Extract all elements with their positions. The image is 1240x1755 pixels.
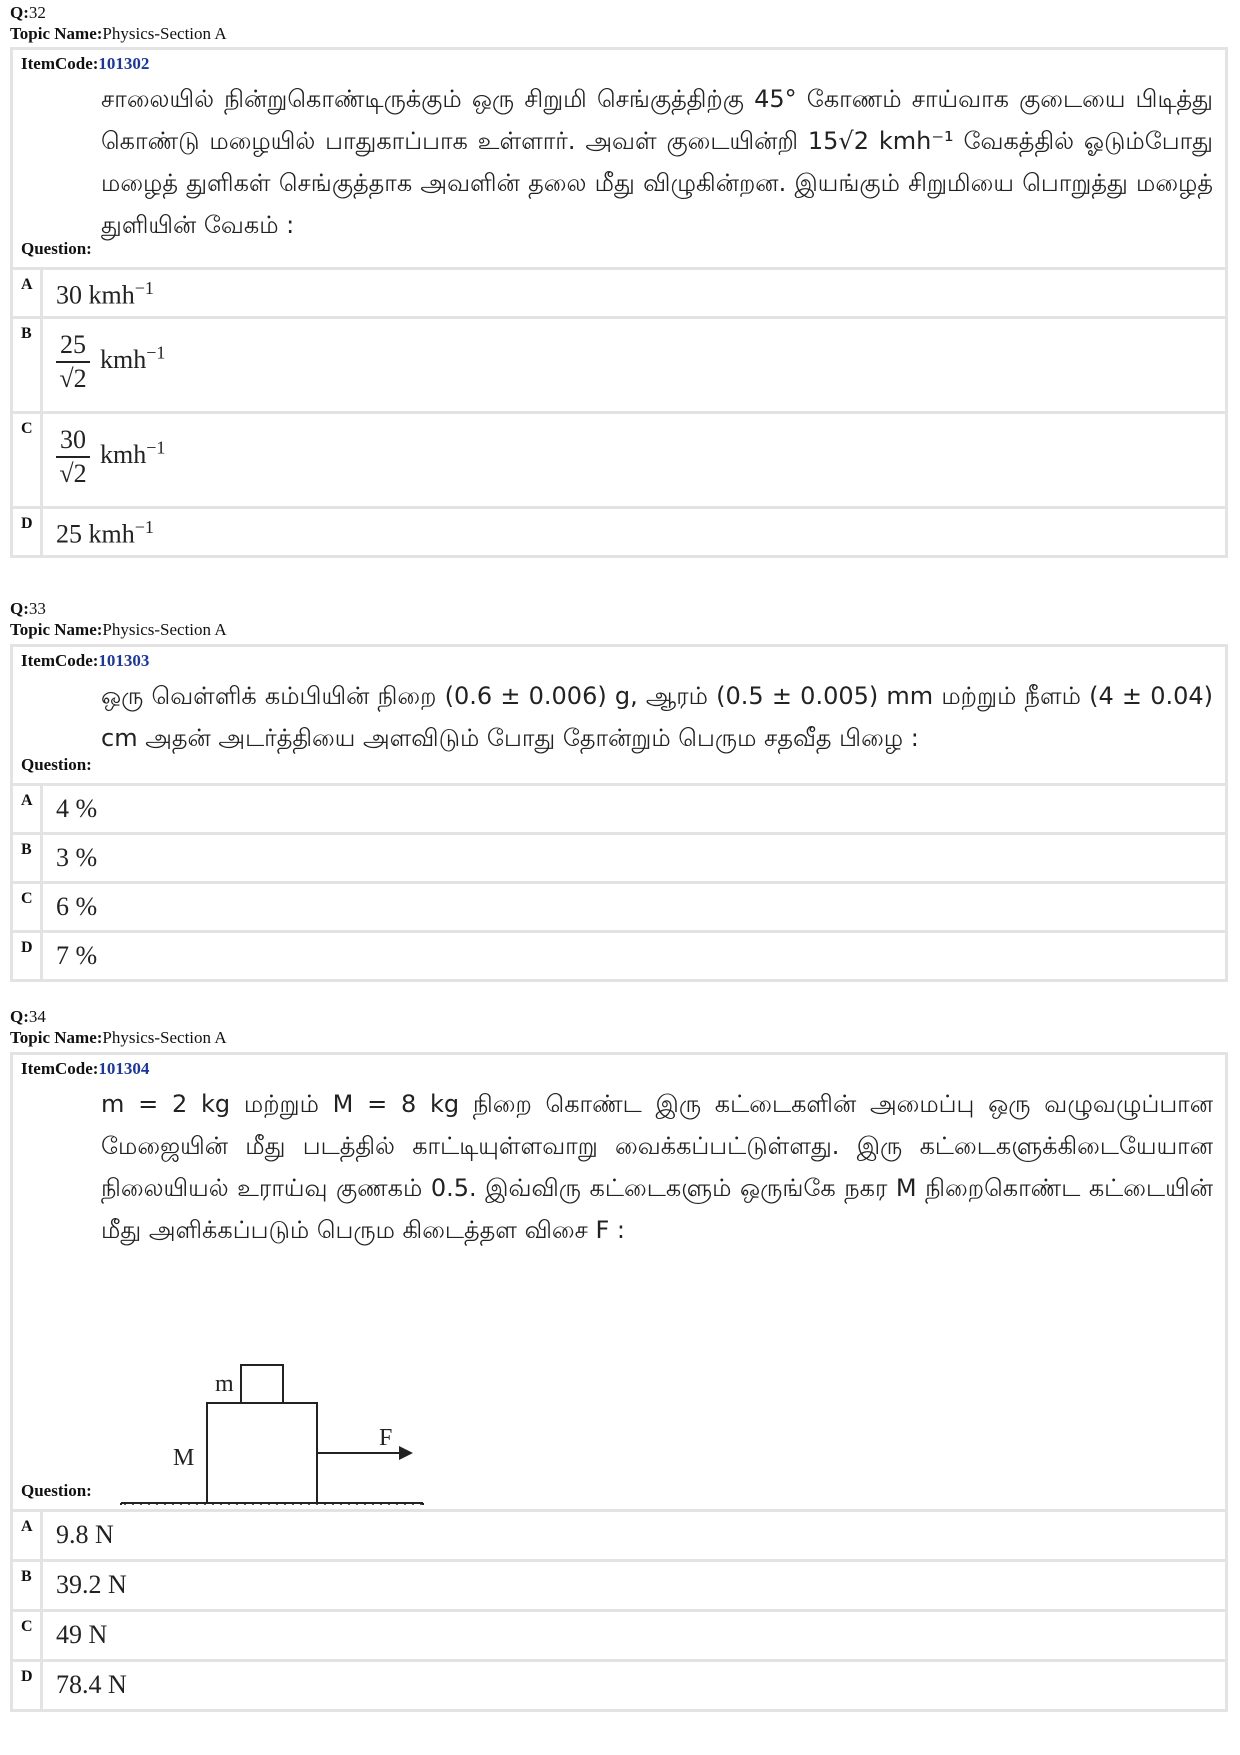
question-header-32 (10, 2, 227, 44)
option-value: 4 % (56, 794, 98, 823)
option-c[interactable] (13, 1612, 1225, 1662)
option-letter: A (13, 270, 43, 316)
option-letter: D (13, 509, 43, 555)
option-letter: C (13, 414, 43, 506)
item-code-value: 101304 (98, 1059, 150, 1078)
option-value: 9.8 N (56, 1520, 114, 1549)
question-text: m = 2 kg மற்றும் M = 8 kg நிறை கொண்ட இரு கட்டைகளின் அமைப்பு ஒரு வழுவழுப்பான மேஜையின் மீது படத்தில் காட்டியுள்ளவாறு வைக்கப்பட்டுள்ளது. இரு கட்டைகளுக்கிடையேயான நிலையியல் உராய்வு குணகம் 0.5. இவ்விரு கட்டைகளும் ஒருங்கே நகர M நிறைகொண்ட கட்டையின் மீது அளிக்கப்படும் பெரும கிடைத்தள விசை F : (101, 1090, 1213, 1244)
item-code: ItemCode:101303 (21, 651, 150, 670)
option-value: 7 % (56, 941, 98, 970)
label-M: M (173, 1445, 195, 1471)
question-row (13, 647, 1225, 786)
question-text: சாலையில் நின்றுகொண்டிருக்கும் ஒரு சிறுமி செங்குத்திற்கு 45° கோணம் சாய்வாக குடையை பிடித்து கொண்டு மழையில் பாதுகாப்பாக உள்ளார். அவள் குடையின்றி 15√2 kmh⁻¹ வேகத்தில் ஓடும்போது மழைத் துளிகள் செங்குத்தாக அவளின் தலை மீது விழுகின்றன. இயங்கும் சிறுமியை பொறுத்து மழைத் துளியின் வேகம் : (101, 85, 1213, 239)
item-code: ItemCode:101304 (21, 1059, 150, 1078)
item-code-value: 101302 (98, 54, 150, 73)
large-block (207, 1403, 317, 1503)
option-value: 6 % (56, 892, 98, 921)
option-b[interactable] (13, 835, 1225, 884)
option-value: 39.2 N (56, 1570, 127, 1599)
question-row (13, 1055, 1225, 1512)
topic-name: Physics-Section A (102, 620, 227, 639)
option-letter: C (13, 1612, 43, 1659)
question-card-33 (10, 644, 1228, 982)
small-block (241, 1365, 283, 1403)
option-b[interactable] (13, 1562, 1225, 1612)
topic-label: Topic Name: (10, 24, 103, 43)
question-number: 32 (28, 3, 46, 22)
q-label: Q: (10, 3, 29, 22)
question-text: ஒரு வெள்ளிக் கம்பியின் நிறை (0.6 ± 0.006) g, ஆரம் (0.5 ± 0.005) mm மற்றும் நீளம் (4 ± 0.04) cm அதன் அடர்த்தியை அளவிடும் போது தோன்றும் பெரும சதவீத பிழை : (101, 682, 1213, 752)
question-row (13, 50, 1225, 270)
force-arrow-head (399, 1446, 413, 1460)
option-b[interactable] (13, 319, 1225, 414)
option-c[interactable] (13, 884, 1225, 933)
question-card-32 (10, 47, 1228, 558)
question-label: Question: (21, 1481, 92, 1500)
topic-name: Physics-Section A (102, 24, 227, 43)
option-a[interactable] (13, 1512, 1225, 1562)
option-d[interactable] (13, 1662, 1225, 1709)
question-card-34 (10, 1052, 1228, 1712)
fraction: $\frac{30}{√2}$ (56, 424, 90, 490)
option-d[interactable] (13, 509, 1225, 555)
option-value: 49 N (56, 1620, 108, 1649)
option-letter: B (13, 835, 43, 881)
option-letter: D (13, 933, 43, 979)
question-label: Question: (21, 755, 92, 774)
topic-name: Physics-Section A (102, 1028, 227, 1047)
option-value: 25 kmh$^{-1}$ (56, 517, 154, 549)
option-letter: A (13, 786, 43, 832)
option-letter: D (13, 1662, 43, 1709)
option-value: $\frac{25}{√2}$ kmh$^{-1}$ (56, 329, 165, 395)
question-number: 34 (28, 1007, 46, 1026)
question-label: Question: (21, 239, 92, 258)
option-c[interactable] (13, 414, 1225, 509)
label-m: m (215, 1371, 234, 1397)
option-letter: C (13, 884, 43, 930)
question-header-33: Q:33 Topic Name:Physics-Section A (10, 599, 227, 639)
question-number: 33 (28, 599, 46, 618)
option-a[interactable] (13, 786, 1225, 835)
item-code-value: 101303 (98, 651, 150, 670)
block-diagram (101, 1305, 441, 1505)
option-letter: B (13, 319, 43, 411)
option-value: 3 % (56, 843, 98, 872)
option-letter: A (13, 1512, 43, 1559)
option-d[interactable] (13, 933, 1225, 979)
option-value: 78.4 N (56, 1670, 127, 1699)
option-letter: B (13, 1562, 43, 1609)
option-a[interactable] (13, 270, 1225, 319)
label-F: F (379, 1425, 393, 1451)
item-code: ItemCode:101302 (21, 54, 150, 73)
option-value: $\frac{30}{√2}$ kmh$^{-1}$ (56, 424, 165, 490)
question-header-34: Q:34 Topic Name:Physics-Section A (10, 1007, 227, 1047)
option-value: 30 kmh$^{-1}$ (56, 278, 154, 310)
fraction: $\frac{25}{√2}$ (56, 329, 90, 395)
